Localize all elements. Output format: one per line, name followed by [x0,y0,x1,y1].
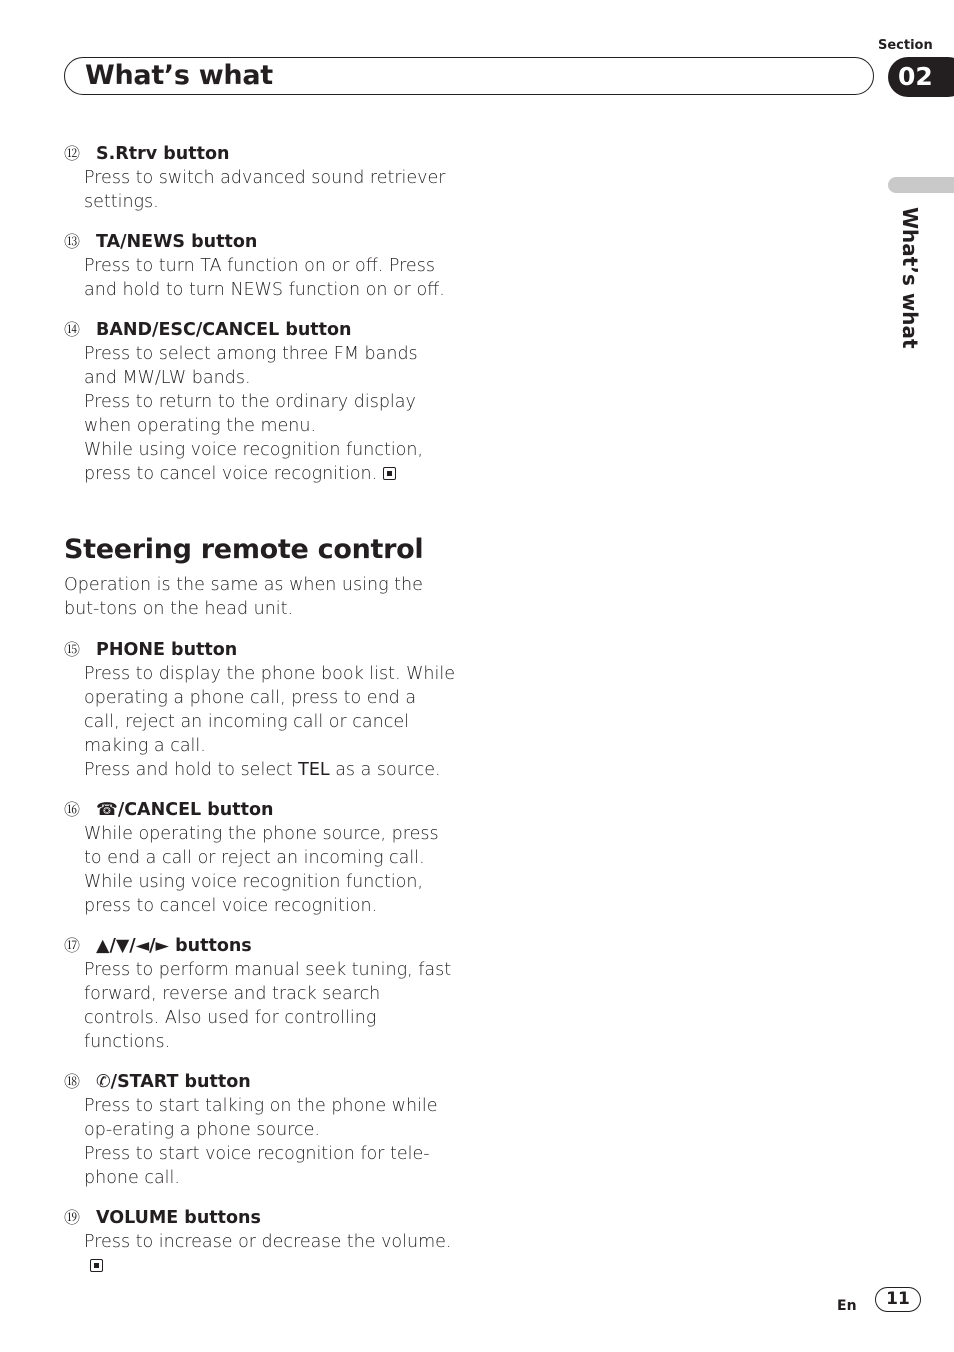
item-text: Press to turn TA function on or off. Press and hold to turn NEWS function on or off. [84,256,445,300]
language-label: En [837,1298,857,1314]
item-title: ▲/▼/◄/► buttons [96,936,252,956]
item-text: Press to start voice recognition for tele-phone call. [84,1144,430,1188]
item-title: /START button [110,1072,251,1092]
list-item [64,230,456,302]
item-number: ⑬ [64,232,81,251]
side-tab-bar [888,177,954,193]
item-number: ⑰ [64,936,81,955]
end-of-section-icon [90,1259,103,1272]
header-title-pill [64,57,874,95]
list-item [64,798,456,918]
item-text: Press to return to the ordinary display when operating the menu. [84,392,416,436]
phone-hangup-icon: ☎ [96,800,118,820]
item-text: Press to switch advanced sound retriever settings. [84,168,446,212]
item-title: PHONE button [96,640,238,660]
item-text: Press to display the phone book list. While operating a phone call, press to end a call, reject an incoming call or cancel making a call. [84,664,455,756]
item-number: ⑯ [64,800,81,819]
list-item [64,1070,456,1190]
phone-start-icon: ✆ [96,1072,111,1092]
list-item [64,638,456,782]
item-title: VOLUME buttons [96,1208,261,1228]
section-label: Section [878,38,933,53]
section-intro: Operation is the same as when using the but-tons on the head unit. [64,575,423,619]
item-number: ⑮ [64,640,81,659]
source-name: TEL [298,760,330,780]
page-title: What’s what [85,60,273,91]
item-text: While using voice recognition function, press to cancel voice recognition. [84,872,424,916]
item-text-last: Press to increase or decrease the volume. [84,1230,456,1278]
item-text: Press and hold to select TEL as a source. [84,760,441,780]
item-text: Press to select among three FM bands and MW/LW bands. [84,344,418,388]
item-number: ⑱ [64,1072,81,1091]
item-text-last: While using voice recognition function, press to cancel voice recognition. [84,440,424,484]
side-section-title: What’s what [898,207,922,349]
item-title: BAND/ESC/CANCEL button [96,320,352,340]
item-text: While operating the phone source, press to end a call or reject an incoming call. [84,824,439,868]
section-number-tab: 02 [888,57,954,97]
item-text: Press to perform manual seek tuning, fast forward, reverse and track search controls. Also used for controlling functions. [84,960,452,1052]
page-number: 11 [875,1287,921,1312]
list-item [64,1206,456,1278]
main-content [64,142,456,1294]
list-item [64,318,456,486]
item-number: ⑭ [64,320,81,339]
item-number: ⑲ [64,1208,81,1227]
list-item [64,142,456,214]
item-title: TA/NEWS button [96,232,258,252]
list-item [64,934,456,1054]
item-title: S.Rtrv button [96,144,230,164]
item-text: Press to start talking on the phone while op-erating a phone source. [84,1096,438,1140]
section-heading: Steering remote control [64,534,424,565]
end-of-section-icon [383,467,396,480]
item-title: /CANCEL button [117,800,274,820]
item-number: ⑫ [64,144,81,163]
